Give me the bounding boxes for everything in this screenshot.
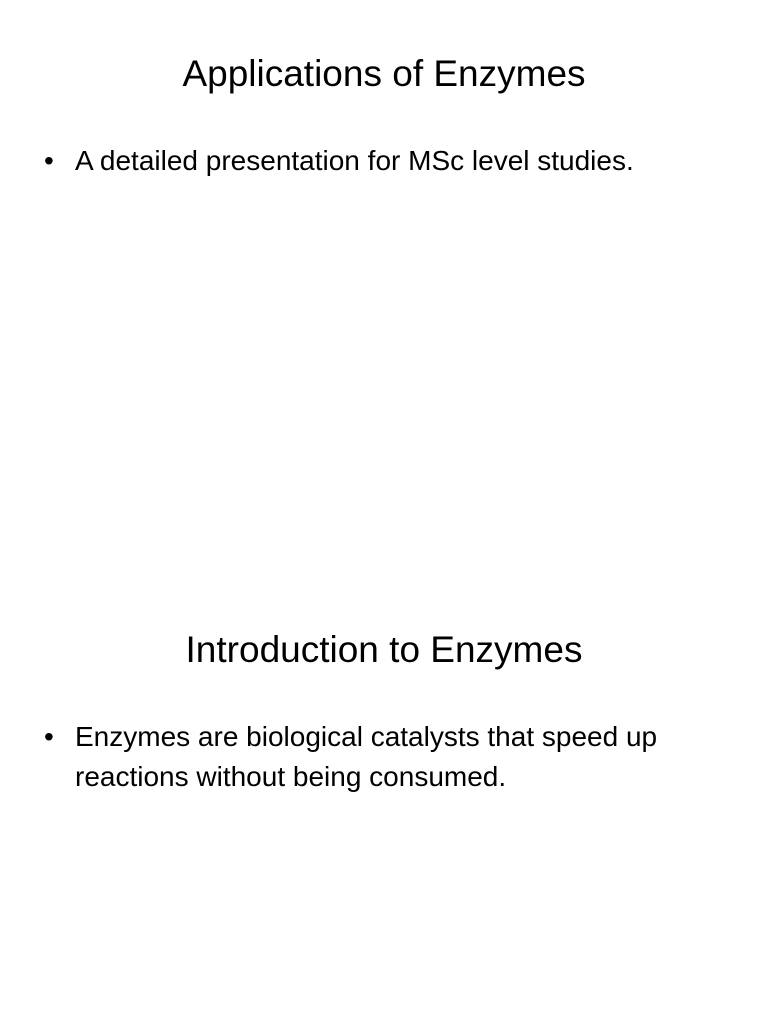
bullet-icon: • — [44, 145, 54, 176]
bullet-item — [40, 141, 730, 181]
bullet-icon: • — [44, 721, 54, 752]
bullet-list — [40, 717, 730, 797]
bullet-item — [40, 717, 730, 797]
bullet-list — [40, 141, 730, 181]
slide-title: Applications of Enzymes — [182, 53, 586, 94]
bullet-text: A detailed presentation for MSc level studies. — [75, 145, 634, 176]
slide-2 — [0, 576, 768, 1024]
slide-title: Introduction to Enzymes — [185, 629, 583, 670]
bullet-text: Enzymes are biological catalysts that speed up reactions without being consumed. — [75, 721, 658, 792]
